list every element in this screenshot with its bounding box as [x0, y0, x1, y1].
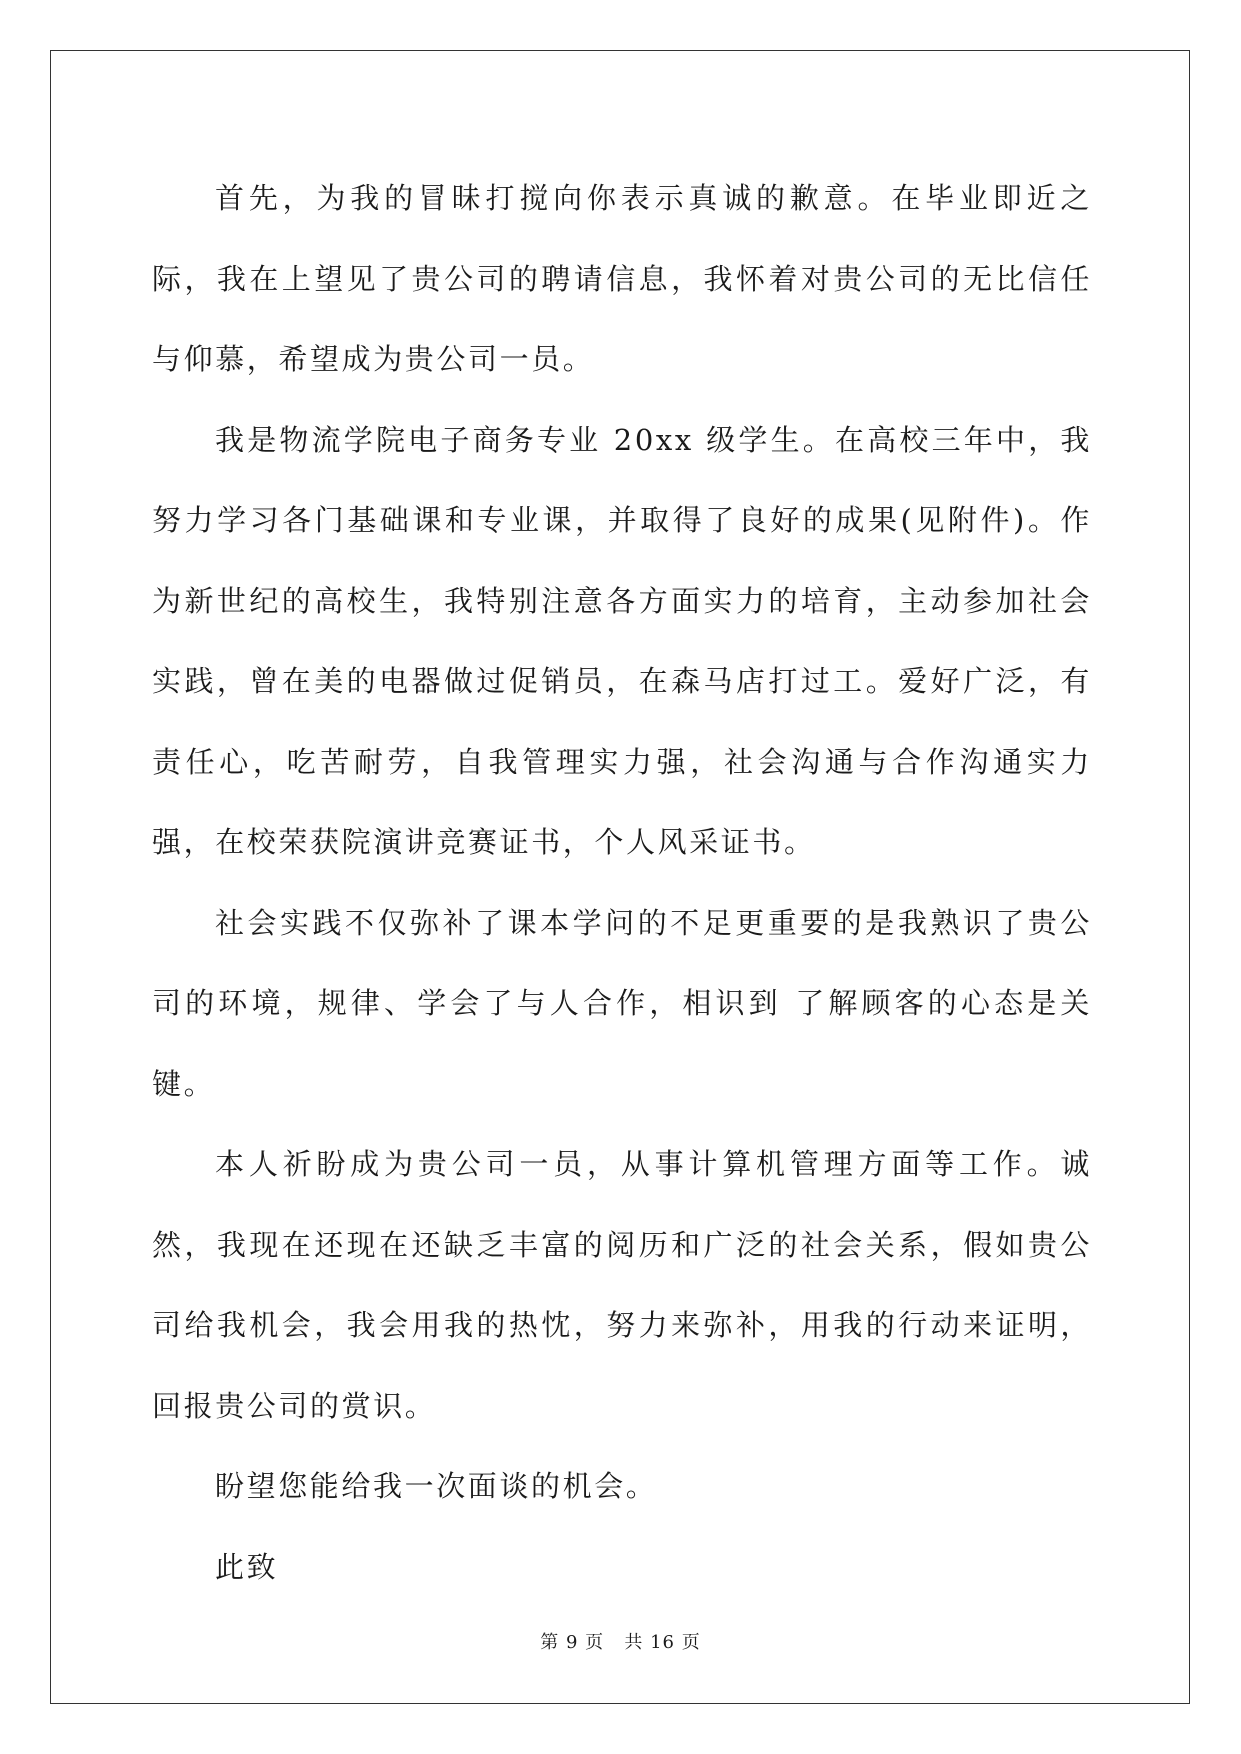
- page-total: 共 16 页: [624, 1632, 701, 1653]
- closing-salutation: 此致: [215, 1549, 279, 1584]
- paragraph-background: 我是物流学院电子商务专业 20xx 级学生。在高校三年中，我努力学习各门基础课和专业课，并取得了良好的成果(见附件)。作为新世纪的高校生，我特别注意各方面实力的培育，主动参加社会实践，曾在美的电器做过促销员，在森马店打过工。爱好广泛，有责任心，吃苦耐劳，自我管理实力强，社会沟通与合作沟通实力强，在校荣获院演讲竞赛证书，个人风采证书。: [152, 422, 1092, 859]
- page-number: 第 9 页: [540, 1632, 605, 1653]
- paragraph-apology: 首先，为我的冒昧打搅向你表示真诚的歉意。在毕业即近之际，我在上望见了贵公司的聘请信息，我怀着对贵公司的无比信任与仰慕，希望成为贵公司一员。: [152, 181, 1092, 376]
- letter-body: [152, 158, 1092, 1607]
- paragraph-interview-request: 盼望您能给我一次面谈的机会。: [215, 1469, 658, 1503]
- paragraph-aspiration: 本人祈盼成为贵公司一员，从事计算机管理方面等工作。诚然，我现在还现在还缺乏丰富的阅历和广泛的社会关系，假如贵公司给我机会，我会用我的热忱，努力来弥补，用我的行动来证明，回报贵公司的赏识。: [152, 1147, 1092, 1423]
- paragraph-practice: 社会实践不仅弥补了课本学问的不足更重要的是我熟识了贵公司的环境，规律、学会了与人合作，相识到 了解顾客的心态是关键。: [152, 905, 1092, 1101]
- page-footer: [0, 1628, 1241, 1654]
